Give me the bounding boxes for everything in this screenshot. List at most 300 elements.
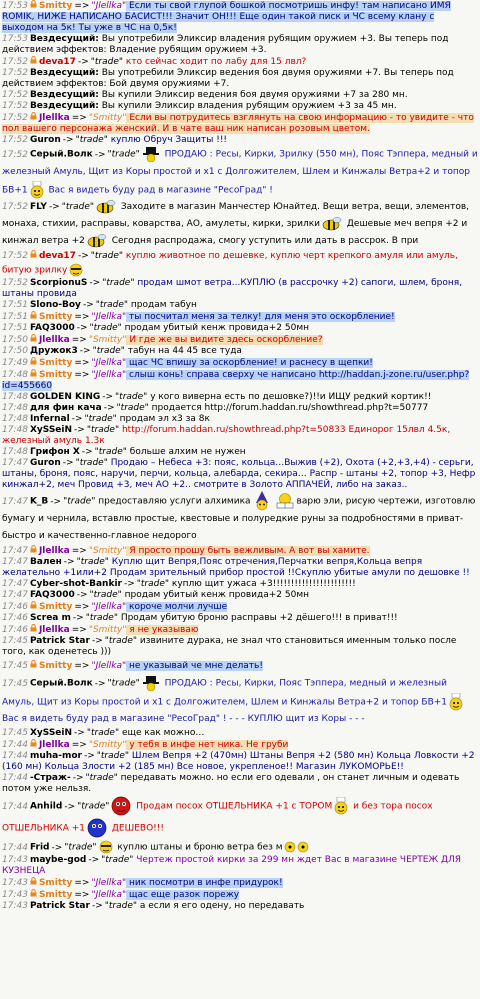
message-time: 17:46	[2, 602, 28, 612]
message-text: Чертеж простой кирки за 299 мн ждет Вас в магазине ЧЕРТЕЖ ДЛЯ КУЗНЕЦА	[2, 855, 462, 876]
message-text: у кого виверна есть по дешовке?)!!и ИЩУ редкий кортик!!	[147, 392, 432, 402]
sender-nick[interactable]: Серый.Волк	[29, 678, 93, 689]
recipient-nick[interactable]: "trade"	[104, 636, 138, 646]
message-time: 17:46	[2, 613, 28, 623]
message-time: 17:50	[2, 335, 28, 345]
hat-smiley-icon	[141, 675, 161, 691]
message-text: слыш конь! справа сверху че написано http://haddan.j-zone.ru/user.php?id=455660	[2, 370, 470, 391]
message-text: кто сейчас ходит по лабу для 15 лвл?	[123, 57, 307, 67]
message-time: 17:51	[2, 312, 28, 322]
recipient-nick[interactable]: "trade"	[64, 842, 97, 853]
message-text: И где же вы видите здесь оскорбление?	[126, 335, 323, 345]
chat-message	[1, 135, 479, 146]
message-text: Продаю – Небеса +3: пояс, кольца…Выжив (+2), Охота (+2,+3,+4) - серьги, штаны, броня, пояс, наручи, перчи, кольца, алебарда, секира… Распр - штаны +2, топор +3, Нефр кинжал+2, меч Провид +3, меч АО +2.. смотрите в Золото АППАЧЕЙ, либо на заказ..	[2, 458, 476, 490]
lock-icon[interactable]	[30, 545, 37, 553]
message-time: 17:47	[2, 546, 28, 556]
message-text: куплю Обруч Защиты !!!	[107, 135, 228, 145]
arrow: ->	[51, 842, 63, 853]
lock-icon[interactable]	[30, 250, 37, 258]
recipient-nick[interactable]: "trade"	[75, 458, 108, 468]
recipient-nick[interactable]: "trade"	[92, 346, 125, 356]
sender-nick[interactable]: Guron	[29, 135, 61, 145]
sun-smiley-icon	[68, 262, 84, 278]
message-time: 17:43	[2, 878, 28, 888]
lock-icon[interactable]	[30, 877, 37, 885]
recipient-nick[interactable]: "trade"	[85, 773, 118, 783]
chat-message	[1, 675, 479, 728]
message-text: Если вы потрудитесь взглянуть на свою информацию - то увидите - что пол вашего персонажа женский. И в чате ваш ник написан розовым цветом.	[2, 113, 474, 134]
chat-message	[1, 901, 479, 912]
chat-message	[1, 877, 479, 889]
message-time: 17:45	[2, 636, 28, 646]
arrow: ->	[88, 855, 100, 865]
arrow: =>	[71, 625, 87, 635]
message-time: 17:47	[2, 579, 28, 589]
arrow: =>	[74, 312, 90, 322]
message-text: извините дурака, не знал что становиться именным только после того, как оденетесь )))	[2, 636, 457, 657]
chat-message	[1, 34, 479, 56]
sender-nick[interactable]: maybe-god	[29, 855, 87, 865]
message-time: 17:51	[2, 300, 28, 310]
chat-message	[1, 545, 479, 557]
sender-nick[interactable]: Patrick Star	[29, 901, 90, 911]
message-text: а если я его одену, но передавать	[137, 901, 305, 911]
sender-nick[interactable]: Smitty	[38, 602, 73, 612]
recipient-nick[interactable]: "trade"	[89, 590, 122, 600]
sender-nick[interactable]: Slono-Boy	[29, 300, 81, 310]
chat-message	[1, 101, 479, 112]
chat-message	[1, 250, 479, 278]
chat-message	[1, 658, 479, 675]
arrow: ->	[94, 678, 106, 689]
blueball-smiley-icon	[86, 817, 108, 839]
arrow: ->	[71, 414, 83, 424]
recipient-nick[interactable]: "trade"	[89, 323, 122, 333]
sender-nick[interactable]: deva17	[38, 57, 76, 67]
chat-message	[1, 414, 479, 425]
bee-smiley-icon	[86, 234, 108, 248]
chat-message	[1, 855, 479, 877]
sender-nick[interactable]: Грифон X	[29, 447, 80, 457]
sender-nick[interactable]: Anhild	[29, 801, 63, 812]
message-text: куплю щит ужаса +3!!!!!!!!!!!!!!!!!!!!!!!	[169, 579, 356, 589]
lock-icon[interactable]	[30, 658, 37, 666]
sender-nick[interactable]: для фин кача	[29, 403, 102, 413]
arrow: =>	[74, 1, 90, 11]
arrow: =>	[74, 602, 90, 612]
chat-message	[1, 334, 479, 346]
chat-message	[1, 889, 479, 901]
sender-nick[interactable]: Дружок3	[29, 346, 78, 356]
message-text: у тебя в инфе нет ника. Не груби	[126, 740, 289, 750]
message-text: Вы употребили Эликсир владения рубящим оружием +3. Вы теперь под действием эффектов: Владение рубящим оружием +3.	[2, 34, 449, 55]
recipient-nick[interactable]: "trade"	[86, 425, 120, 435]
message-text: Дешевые меч вепря +2 и кинжал ветра +2	[2, 219, 468, 246]
message-text: ДЕШЕВО!!!	[109, 823, 164, 834]
sender-nick[interactable]: Smitty	[38, 370, 73, 380]
message-time: 17:45	[2, 678, 28, 689]
sender-nick[interactable]: Smitty	[38, 661, 73, 671]
sender-nick[interactable]: ScorpionuS	[29, 278, 88, 288]
recipient-nick[interactable]: "Smitty"	[88, 546, 127, 556]
recipient-nick[interactable]: "Jlellka"	[91, 312, 127, 322]
chat-message	[1, 601, 479, 613]
chat-message	[1, 146, 479, 199]
lock-icon[interactable]	[30, 334, 37, 342]
recipient-nick[interactable]: "trade"	[104, 901, 138, 911]
message-text: продается http://forum.haddan.ru/showthread.php?t=50777	[148, 403, 429, 413]
recipient-nick[interactable]: "trade"	[136, 579, 170, 589]
message-text: Вы купили Эликсир ведения боя двумя оружиями +7 за 280 мн.	[98, 90, 408, 100]
arrow: =>	[74, 661, 90, 671]
lock-icon[interactable]	[30, 601, 37, 609]
message-text: Заходите в магазин Манчестер Юнайтед. Вещи ветра, вещи, элементов, монаха, стихии, расправы, коварства, АО, амулеты, кирки, зрилки	[2, 202, 469, 229]
arrow: ->	[62, 135, 74, 145]
message-text: Куплю щит Вепря,Пояс отречения,Перчатки вепря,Кольца вепря желательно +1или+2 Продам зрительный прибор простой !!Скуплю убитые амули по дешовке !!	[2, 557, 470, 578]
sender-nick[interactable]: FLY	[29, 202, 47, 212]
message-text: Вы купили Эликсир владения рубящим оружием +3 за 45 мн.	[98, 101, 397, 111]
message-text: куплю штаны и броню ветра без м	[114, 842, 283, 853]
message-time: 17:48	[2, 425, 28, 435]
arrow: =>	[71, 113, 87, 123]
sender-nick[interactable]: K_B	[29, 496, 49, 507]
recipient-nick[interactable]: "trade"	[75, 135, 108, 145]
message-time: 17:45	[2, 728, 28, 738]
chat-message	[1, 773, 479, 795]
chat-message	[1, 751, 479, 773]
bee-smiley-icon	[95, 200, 117, 214]
sender-nick[interactable]: Smitty	[38, 878, 73, 888]
lock-icon[interactable]	[30, 369, 37, 377]
recipient-nick[interactable]: "Smitty"	[88, 625, 127, 635]
message-text: не указывай че мне делать!	[126, 661, 263, 671]
recipient-nick[interactable]: "Smitty"	[88, 335, 127, 345]
arrow: =>	[74, 370, 90, 380]
message-text: Если ты свой глупой бошкой посмотришь инфу! там написано ИМЯ ROMIK, НИЖЕ НАПИСАНО БАСИСТ!!! Значит ОН!!! Еще один такой писк и ЧС всему клану с выходом на 5к! Ты уже в ЧС на 0,5к!	[2, 1, 451, 33]
sender-nick[interactable]: Вездесущий:	[29, 34, 99, 44]
recipient-nick[interactable]: "trade"	[107, 149, 140, 160]
reader-smiley-icon	[274, 493, 296, 509]
smile-sign-smiley-icon	[29, 181, 45, 199]
sender-nick[interactable]: Screa m	[29, 613, 71, 623]
arrow: ->	[91, 636, 103, 646]
arrow: =>	[71, 546, 87, 556]
lock-icon[interactable]	[30, 56, 37, 64]
recipient-nick[interactable]: "trade"	[101, 855, 134, 865]
sender-nick[interactable]: Cyber-shot-Bankir	[29, 579, 122, 589]
sender-nick[interactable]: FAQ3000	[29, 590, 75, 600]
recipient-nick[interactable]: "trade"	[90, 251, 124, 261]
message-time: 17:44	[2, 773, 28, 783]
message-text: ты посчитал меня за телку! для меня это оскорбление!	[126, 312, 395, 322]
sender-nick[interactable]: Вездесущий:	[29, 101, 99, 111]
sender-nick[interactable]: Серый.Волк	[29, 149, 93, 160]
lock-icon[interactable]	[30, 112, 37, 120]
recipient-nick[interactable]: "trade"	[86, 728, 120, 738]
message-text: табун на 44 45 все туда	[124, 346, 242, 356]
sender-nick[interactable]: Smitty	[38, 1, 73, 11]
message-text: http://forum.haddan.ru/showthread.php?t=50833 Единорог 15лвл 4.5к, железный амуль 1.3к	[2, 425, 451, 446]
message-time: 17:52	[2, 251, 28, 261]
message-time: 17:47	[2, 557, 28, 567]
message-text: Вы употребили Эликсир ведения боя двумя оружиями +7. Вы теперь под действием эффектов: Бой двумя оружиями +7.	[2, 68, 454, 89]
arrow: =>	[74, 878, 90, 888]
message-text: Я просто прошу быть вежливым. А вот вы хамите.	[126, 546, 370, 556]
chat-message	[1, 636, 479, 658]
message-time: 17:43	[2, 901, 28, 911]
message-text: Продам посох ОТШЕЛЬНИКА +1 с ТОРОМ	[133, 801, 333, 812]
chat-message	[1, 557, 479, 579]
sender-nick[interactable]: XySSeiN	[29, 425, 73, 435]
recipient-nick[interactable]: "trade"	[76, 557, 109, 567]
message-text: Сегодня распродажа, смогу уступить или дать в рассрок. В при	[108, 236, 419, 246]
arrow: ->	[79, 346, 91, 356]
sun-smiley-icon	[98, 839, 114, 855]
lock-icon[interactable]	[30, 311, 37, 319]
chat-message	[1, 739, 479, 751]
redball-smiley-icon	[110, 795, 132, 817]
sender-nick[interactable]: FAQ3000	[29, 323, 75, 333]
chat-message	[1, 0, 479, 34]
chat-message	[1, 56, 479, 68]
message-text: продам убитый кенж провида+2 50мн	[121, 590, 310, 600]
chat-message	[1, 199, 479, 250]
message-time: 17:46	[2, 625, 28, 635]
chat-message	[1, 278, 479, 300]
sender-nick[interactable]: Patrick Star	[29, 636, 90, 646]
recipient-nick[interactable]: "trade"	[94, 447, 127, 457]
message-time: 17:49	[2, 358, 28, 368]
arrow: ->	[74, 425, 85, 435]
sender-nick[interactable]: Infernal	[29, 414, 70, 424]
message-text: ПРОДАЮ : Ресы, Кирки, Зрилку (550 мн), Пояс Тэппера, медный и железный Амуль, Щит из Коры простой и х1 с Долгожителем, Шлем и Кинжалы Ветра+2 и топор БВ+1	[2, 149, 478, 195]
message-time: 17:52	[2, 135, 28, 145]
arrow: ->	[102, 392, 114, 402]
chat-message	[1, 346, 479, 357]
sender-nick[interactable]: Jlellka	[38, 740, 70, 750]
message-text: короче молчи лучше	[126, 602, 228, 612]
message-time: 17:48	[2, 392, 28, 402]
message-text: я не указываю	[126, 625, 199, 635]
message-text: ник посмотри в инфе придурок!	[126, 878, 283, 888]
arrow: ->	[94, 149, 106, 160]
sender-nick[interactable]: Smitty	[38, 890, 73, 900]
message-time: 17:51	[2, 323, 28, 333]
eyes-smiley-icon	[284, 841, 310, 853]
arrow: ->	[74, 728, 85, 738]
message-time: 17:52	[2, 101, 28, 111]
lock-icon[interactable]	[30, 357, 37, 365]
sender-nick[interactable]: Вездесущий:	[29, 90, 99, 100]
recipient-nick[interactable]: "trade"	[102, 278, 135, 288]
arrow: ->	[50, 496, 62, 507]
message-time: 17:52	[2, 90, 28, 100]
message-text: предоставляю услуги алхимика	[95, 496, 251, 507]
arrow: ->	[103, 403, 115, 413]
message-time: 17:53	[2, 1, 28, 11]
message-text: куплю животное по дешевке, куплю черт крепкого амуля или амуль, битую зрилку	[2, 251, 458, 276]
message-text: продам шмот ветра...КУПЛЮ (в рассрочку +2) сапоги, шлем, броня, штаны провида	[2, 278, 463, 299]
message-time: 17:48	[2, 414, 28, 424]
message-text: за подробностями в приват-быстро и качественно-главное недорого	[2, 514, 464, 541]
message-text: щас еще разок порежу	[126, 890, 240, 900]
chat-message	[1, 839, 479, 855]
message-time: 17:52	[2, 57, 28, 67]
chat-message	[1, 458, 479, 491]
arrow: =>	[71, 335, 87, 345]
chat-message	[1, 403, 479, 414]
recipient-nick[interactable]: "trade"	[84, 414, 117, 424]
recipient-nick[interactable]: "trade"	[85, 613, 118, 623]
message-text: Вас я видеть буду рад в магазине "РесоГрад" !	[45, 185, 273, 195]
lock-icon[interactable]	[30, 739, 37, 747]
chat-message	[1, 579, 479, 590]
sender-nick[interactable]: muha-mor	[29, 751, 82, 761]
arrow: ->	[77, 251, 89, 261]
message-time: 17:52	[2, 202, 28, 212]
message-time: 17:52	[2, 68, 28, 78]
chat-message	[1, 369, 479, 392]
arrow: ->	[82, 300, 94, 310]
sender-nick[interactable]: GOLDEN KING	[29, 392, 101, 402]
recipient-nick[interactable]: "Jlellka"	[91, 370, 127, 380]
chat-message	[1, 447, 479, 458]
arrow: ->	[81, 447, 93, 457]
message-time: 17:47	[2, 496, 28, 507]
recipient-nick[interactable]: "Smitty"	[88, 113, 127, 123]
message-time: 17:52	[2, 113, 28, 123]
chat-message	[1, 300, 479, 311]
arrow: ->	[64, 801, 76, 812]
message-time: 17:47	[2, 458, 28, 468]
recipient-nick[interactable]: "Jlellka"	[91, 358, 127, 368]
message-time: 17:52	[2, 149, 28, 160]
arrow: ->	[62, 458, 74, 468]
sender-nick[interactable]: Jlellka	[38, 625, 70, 635]
recipient-nick[interactable]: "Jlellka"	[91, 661, 127, 671]
recipient-nick[interactable]: "Jlellka"	[91, 1, 127, 11]
message-text: еще как можно…	[119, 728, 205, 738]
arrow: ->	[77, 57, 89, 67]
bee-smiley-icon	[321, 217, 343, 231]
chat-message	[1, 68, 479, 90]
message-text: продам убитый кенж провида+2 50мн	[121, 323, 310, 333]
recipient-nick[interactable]: "trade"	[107, 678, 140, 689]
message-time: 17:43	[2, 855, 28, 865]
hat-smiley-icon	[141, 146, 161, 162]
arrow: ->	[76, 323, 88, 333]
arrow: ->	[48, 202, 60, 212]
sender-nick[interactable]: Jlellka	[38, 113, 70, 123]
chat-message	[1, 613, 479, 624]
recipient-nick[interactable]: "trade"	[95, 300, 129, 310]
chat-message	[1, 491, 479, 545]
chat-message	[1, 323, 479, 334]
message-text: Продам убитую броню расправы +2 дёшего!!! в приват!!!	[117, 613, 398, 623]
message-time: 17:44	[2, 751, 28, 761]
chat-message	[1, 357, 479, 369]
recipient-nick[interactable]: "Jlellka"	[91, 602, 127, 612]
arrow: ->	[63, 557, 75, 567]
arrow: ->	[72, 773, 84, 783]
recipient-nick[interactable]: "trade"	[61, 202, 95, 212]
sender-nick[interactable]: Guron	[29, 458, 61, 468]
message-time: 17:50	[2, 346, 28, 356]
arrow: ->	[76, 590, 88, 600]
lock-icon[interactable]	[30, 889, 37, 897]
sender-nick[interactable]: deva17	[38, 251, 76, 261]
recipient-nick[interactable]: "trade"	[77, 801, 110, 812]
arrow: ->	[83, 751, 95, 761]
message-time: 17:52	[2, 278, 28, 288]
message-time: 17:43	[2, 890, 28, 900]
arrow: ->	[123, 579, 135, 589]
sender-nick[interactable]: Jlellka	[38, 546, 70, 556]
recipient-nick[interactable]: "trade"	[90, 57, 124, 67]
lock-icon[interactable]	[30, 0, 37, 8]
message-time: 17:48	[2, 447, 28, 457]
recipient-nick[interactable]: "trade"	[115, 392, 148, 402]
sender-nick[interactable]: Вален	[29, 557, 62, 567]
message-text: щас ЧС впишу за оскорбление! и раснесу в щепки!	[126, 358, 373, 368]
message-text: больше алхим не нужен	[126, 447, 246, 457]
message-time: 17:48	[2, 370, 28, 380]
message-text: передавать можно. но если его одевали , он станет личным и одевать потом уже нельзя.	[2, 773, 460, 794]
chat-message	[1, 728, 479, 739]
sender-nick[interactable]: Jlellka	[38, 335, 70, 345]
arrow: =>	[74, 890, 90, 900]
recipient-nick[interactable]: "Smitty"	[88, 740, 127, 750]
sender-nick[interactable]: XySSeiN	[29, 728, 73, 738]
sender-nick[interactable]: Frid	[29, 842, 50, 853]
message-time: 17:44	[2, 740, 28, 750]
message-time: 17:47	[2, 590, 28, 600]
arrow: ->	[91, 901, 103, 911]
sender-nick[interactable]: -Страж-	[29, 773, 71, 783]
sender-nick[interactable]: Smitty	[38, 312, 73, 322]
message-text: и без тора посох ОТШЕЛЬНИКА +1	[2, 801, 433, 834]
message-time: 17:44	[2, 801, 28, 812]
arrow: ->	[72, 613, 84, 623]
message-text: Вас я видеть буду рад в магазине "РесоГрад" ! - - - КУПЛЮ щит из Коры - - -	[2, 714, 365, 724]
recipient-nick[interactable]: "trade"	[63, 496, 96, 507]
message-text: продам табун	[128, 300, 197, 310]
message-time: 17:53	[2, 34, 28, 44]
chat-message	[1, 425, 479, 447]
recipient-nick[interactable]: "trade"	[96, 751, 130, 761]
message-time: 17:45	[2, 661, 28, 671]
chat-message	[1, 311, 479, 323]
lock-icon[interactable]	[30, 624, 37, 632]
recipient-nick[interactable]: "trade"	[116, 403, 149, 413]
recipient-nick[interactable]: "Jlellka"	[91, 878, 127, 888]
sender-nick[interactable]: Smitty	[38, 358, 73, 368]
smile-sign-smiley-icon	[333, 797, 349, 815]
sender-nick[interactable]: Вездесущий:	[29, 68, 99, 78]
message-time: 17:44	[2, 842, 28, 853]
message-text: варю эли, рисую чертежи, изготовлю бумагу и чернила, вставлю простые, квестовые и полуредкие руны	[2, 496, 476, 524]
chat-message	[1, 112, 479, 135]
message-time: 17:48	[2, 403, 28, 413]
chat-message	[1, 590, 479, 601]
chat-message	[1, 90, 479, 101]
chat-message	[1, 795, 479, 839]
message-text: Шлем Вепря +2 (470мн) Штаны Вепря +2 (580 мн) Кольца Ловкости +2 (160 мн) Кольца Злости +2 (185 мн) Все новое, укрепленое!! Магазин ЛУКОМОРЬЕ!!	[2, 751, 475, 772]
message-text: продам эл х3 за 8к	[116, 414, 210, 424]
recipient-nick[interactable]: "Jlellka"	[91, 890, 127, 900]
arrow: =>	[71, 740, 87, 750]
smile-sign-smiley-icon	[448, 693, 464, 711]
